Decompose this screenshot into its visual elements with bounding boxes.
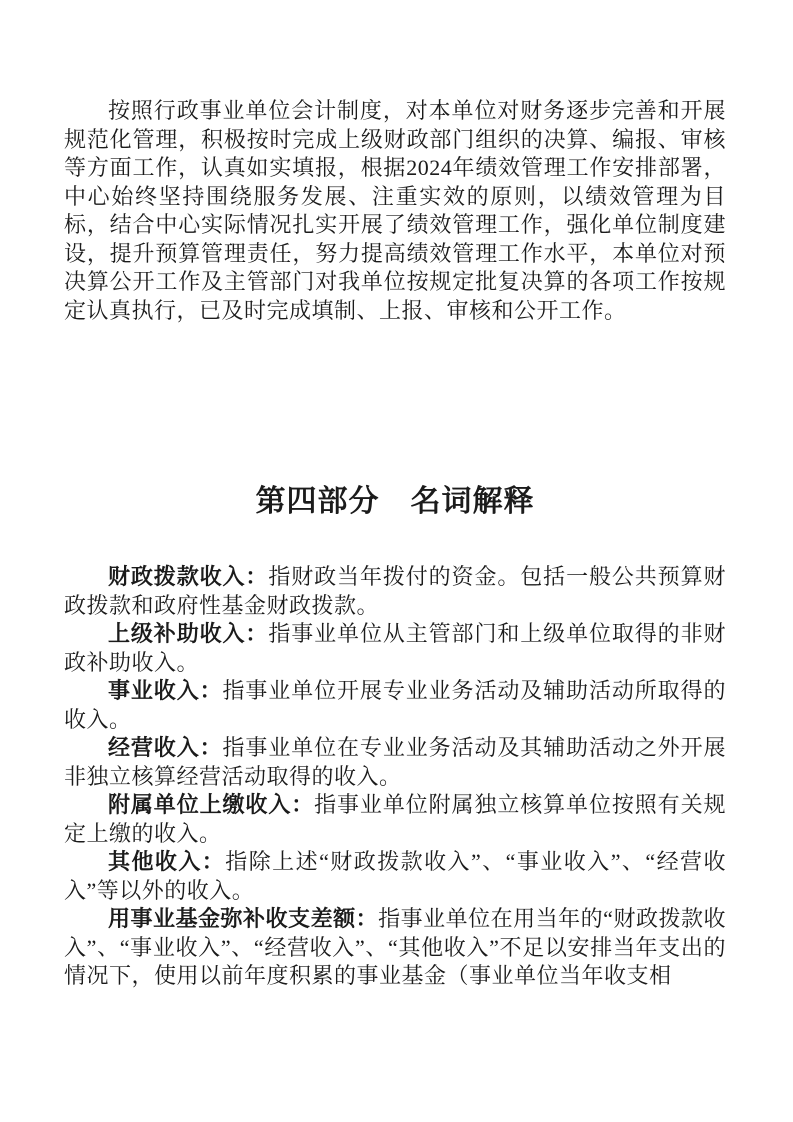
definition-term: 上级补助收入： (108, 621, 269, 646)
intro-paragraph: 按照行政事业单位会计制度，对本单位对财务逐步完善和开展规范化管理，积极按时完成上级财政部门组织的决算、编报、审核等方面工作，认真如实填报，根据2024年绩效管理工作安排部署，中心始终坚持围绕服务发展、注重实效的原则，以绩效管理为目标，结合中心实际情况扎实开展了绩效管理工作，强化单位制度建设，提升预算管理责任，努力提高绩效管理工作水平，本单位对预决算公开工作及主管部门对我单位按规定批复决算的各项工作按规定认真执行，已及时完成填制、上报、审核和公开工作。 (64, 98, 726, 323)
definition-term: 事业收入： (108, 678, 223, 703)
definition-term: 经营收入： (108, 735, 223, 760)
definition-item (64, 677, 726, 734)
definition-term: 附属单位上缴收入： (108, 792, 315, 817)
definition-text: 指事业单位从主管部门和上级单位取得的非财政补助收入。 (64, 621, 726, 675)
definition-text: 指事业单位开展专业业务活动及辅助活动所取得的收入。 (64, 678, 726, 732)
definition-item (64, 620, 726, 677)
definition-item (64, 791, 726, 848)
definition-text: 指除上述“财政拨款收入”、“事业收入”、“经营收入”等以外的收入。 (64, 849, 726, 903)
definition-text: 指事业单位在专业业务活动及其辅助活动之外开展非独立核算经营活动取得的收入。 (64, 735, 726, 789)
definition-text: 指事业单位附属独立核算单位按照有关规定上缴的收入。 (64, 792, 726, 846)
definition-term: 其他收入： (108, 849, 226, 874)
definition-item (64, 734, 726, 791)
definition-text: 指事业单位在用当年的“财政拨款收入”、“事业收入”、“经营收入”、“其他收入”不足以安排当年支出的情况下，使用以前年度积累的事业基金（事业单位当年收支相 (64, 906, 726, 988)
definition-item (64, 848, 726, 905)
document-content (64, 0, 726, 991)
definition-term: 用事业基金弥补收支差额： (108, 906, 379, 931)
definition-item (64, 905, 726, 991)
definitions-list (64, 563, 726, 991)
definition-text: 指财政当年拨付的资金。包括一般公共预算财政拨款和政府性基金财政拨款。 (64, 564, 726, 618)
definition-term: 财政拨款收入： (108, 564, 269, 589)
definition-item (64, 563, 726, 620)
section-title: 第四部分 名词解释 (255, 485, 535, 518)
